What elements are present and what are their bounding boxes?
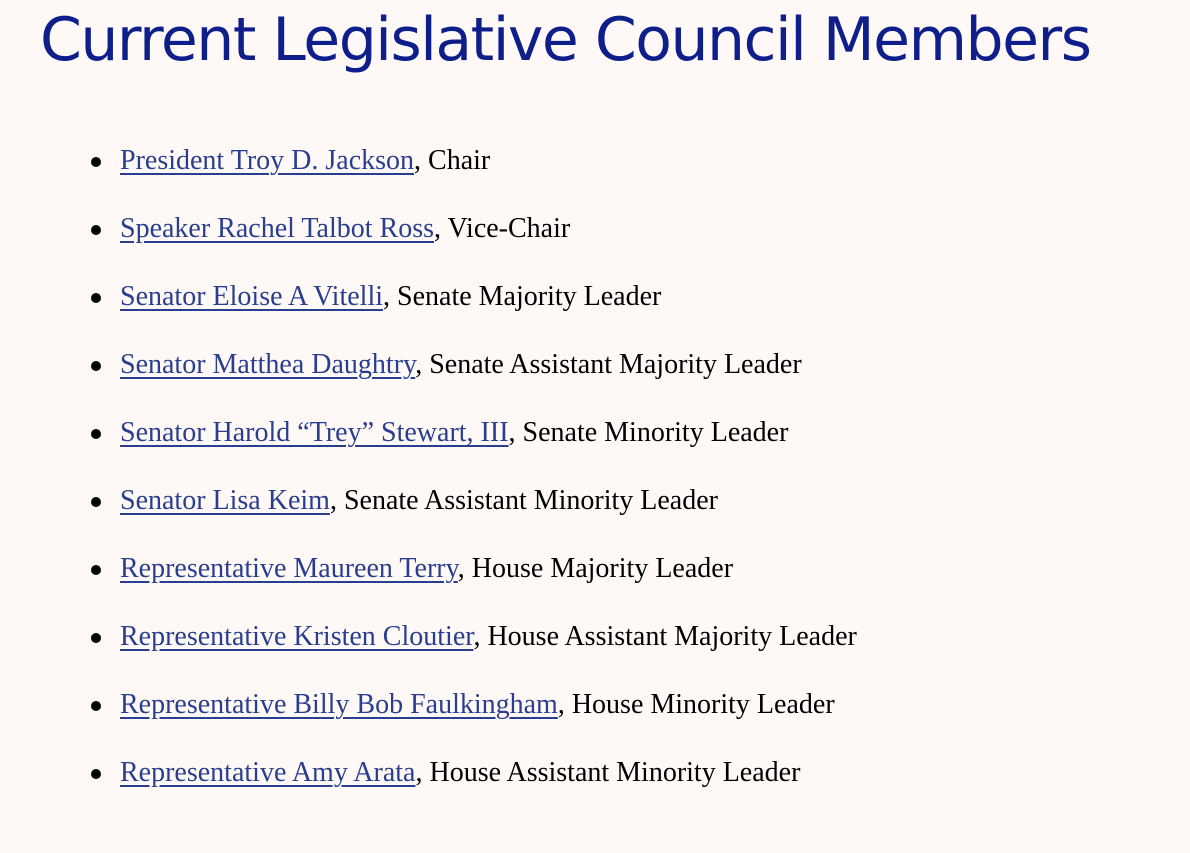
page-title: Current Legislative Council Members: [40, 5, 1091, 75]
list-item: [120, 609, 857, 677]
member-role: , Vice-Chair: [434, 213, 571, 244]
list-item: [120, 745, 857, 813]
member-role: , House Assistant Minority Leader: [415, 757, 801, 788]
member-role: , Senate Assistant Majority Leader: [415, 349, 802, 380]
member-link[interactable]: Speaker Rachel Talbot Ross: [120, 213, 435, 244]
member-role: , Senate Minority Leader: [508, 417, 789, 448]
member-link[interactable]: Senator Harold “Trey” Stewart, III: [120, 417, 509, 448]
list-item: [120, 337, 857, 405]
list-item: [120, 677, 857, 745]
member-role: , Senate Assistant Minority Leader: [329, 485, 718, 516]
list-item: [120, 473, 857, 541]
member-link[interactable]: Representative Amy Arata: [120, 757, 416, 788]
member-link[interactable]: Senator Eloise A Vitelli: [120, 281, 384, 312]
member-role: , House Majority Leader: [457, 553, 734, 584]
member-link[interactable]: President Troy D. Jackson: [120, 145, 415, 176]
member-role: , House Minority Leader: [557, 689, 835, 720]
member-link[interactable]: Representative Kristen Cloutier: [120, 621, 474, 652]
member-role: , House Assistant Majority Leader: [473, 621, 857, 652]
list-item: [120, 133, 857, 201]
member-link[interactable]: Representative Maureen Terry: [120, 553, 458, 584]
member-link[interactable]: Senator Matthea Daughtry: [120, 349, 416, 380]
member-list: [0, 133, 857, 813]
member-role: , Chair: [414, 145, 491, 176]
member-link[interactable]: Representative Billy Bob Faulkingham: [120, 689, 558, 720]
member-role: , Senate Majority Leader: [383, 281, 662, 312]
list-item: [120, 201, 857, 269]
list-item: [120, 541, 857, 609]
member-link[interactable]: Senator Lisa Keim: [120, 485, 330, 516]
list-item: [120, 269, 857, 337]
list-item: [120, 405, 857, 473]
